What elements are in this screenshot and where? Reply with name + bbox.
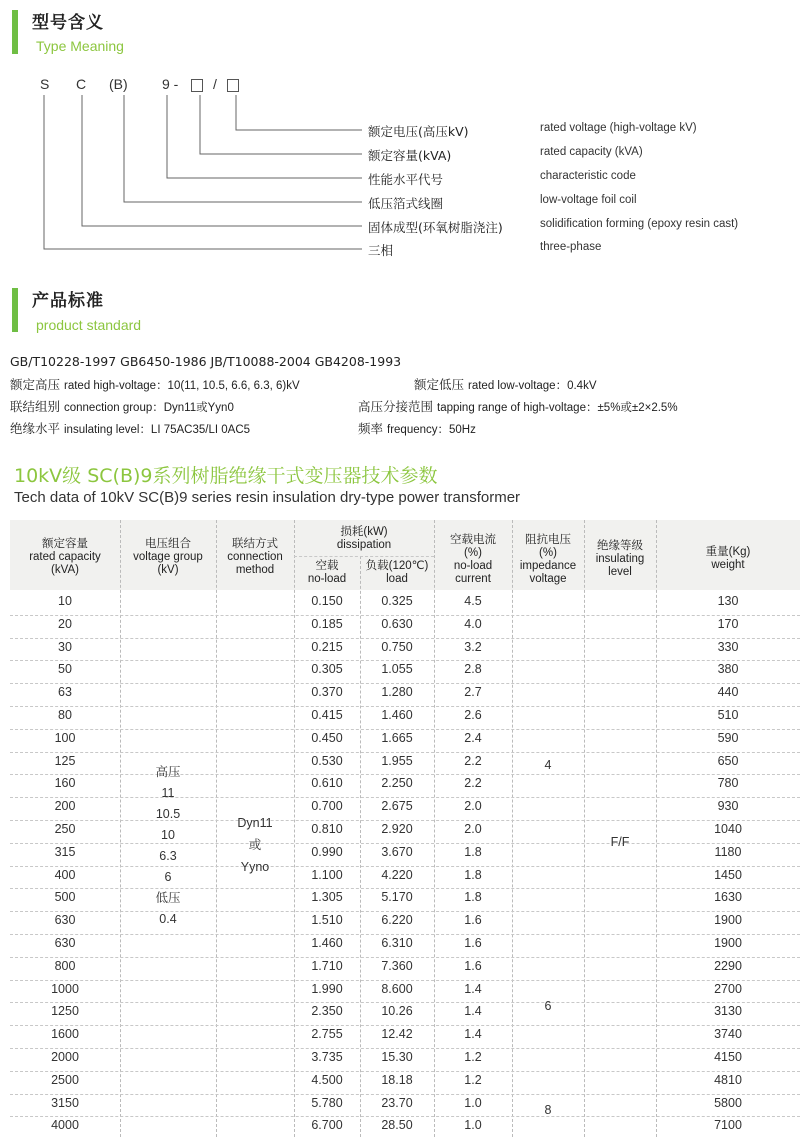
cell-no-load-loss: 6.700 bbox=[311, 1118, 343, 1133]
row-divider bbox=[10, 752, 800, 753]
cell-load-loss: 7.360 bbox=[381, 958, 413, 973]
cell-capacity: 30 bbox=[58, 639, 72, 654]
cell-capacity: 1250 bbox=[51, 1004, 79, 1019]
cell-no-load-current: 1.8 bbox=[464, 890, 482, 905]
row-divider bbox=[10, 638, 800, 639]
cell-weight: 930 bbox=[717, 799, 739, 814]
cell-weight: 780 bbox=[717, 776, 739, 791]
cell-capacity: 20 bbox=[58, 616, 72, 631]
row-divider bbox=[10, 683, 800, 684]
cell-weight: 440 bbox=[717, 685, 739, 700]
row-divider bbox=[10, 957, 800, 958]
cell-capacity: 315 bbox=[54, 844, 76, 859]
cell-no-load-loss: 0.305 bbox=[311, 662, 343, 677]
row-divider bbox=[10, 1002, 800, 1003]
legend-three-phase-en: three-phase bbox=[540, 241, 602, 253]
legend-solidification-cn: 固体成型(环氧树脂浇注) bbox=[368, 220, 503, 235]
product-standard-title-cn: 产品标准 bbox=[32, 291, 104, 311]
dissipation-subheader-divider bbox=[294, 556, 434, 557]
header-connection-method: 联结方式 connection method bbox=[227, 538, 283, 576]
cell-capacity: 4000 bbox=[51, 1118, 79, 1133]
cell-weight: 380 bbox=[717, 662, 739, 677]
frequency: 频率 frequency：50Hz bbox=[358, 421, 476, 436]
cell-capacity: 3150 bbox=[51, 1095, 79, 1110]
cell-load-loss: 2.250 bbox=[381, 776, 413, 791]
cell-no-load-loss: 0.450 bbox=[311, 730, 343, 745]
cell-weight: 510 bbox=[717, 708, 739, 722]
cell-no-load-loss: 0.700 bbox=[311, 799, 343, 814]
column-divider bbox=[512, 520, 513, 1137]
cell-no-load-current: 1.2 bbox=[464, 1072, 482, 1087]
cell-no-load-loss: 2.755 bbox=[311, 1027, 343, 1042]
cell-weight: 1180 bbox=[714, 844, 742, 859]
row-divider bbox=[10, 660, 800, 661]
table-title-cn: 10kV级 SC(B)9系列树脂绝缘干式变压器技术参数 bbox=[14, 465, 438, 487]
cell-no-load-current: 1.6 bbox=[464, 958, 482, 973]
cell-no-load-loss: 1.990 bbox=[311, 981, 343, 996]
connection-group: 联结组别 connection group：Dyn11或Yyn0 bbox=[10, 399, 234, 414]
cell-no-load-loss: 0.610 bbox=[311, 776, 343, 791]
row-divider bbox=[10, 1116, 800, 1117]
cell-load-loss: 1.280 bbox=[381, 685, 413, 700]
cell-capacity: 63 bbox=[58, 685, 72, 700]
row-divider bbox=[10, 706, 800, 707]
cell-no-load-current: 1.8 bbox=[464, 867, 482, 882]
cell-load-loss: 18.18 bbox=[381, 1072, 413, 1087]
row-divider bbox=[10, 1071, 800, 1072]
cell-no-load-loss: 1.460 bbox=[311, 936, 343, 950]
cell-capacity: 50 bbox=[58, 662, 72, 677]
cell-no-load-loss: 0.810 bbox=[311, 822, 343, 836]
cell-capacity: 100 bbox=[54, 730, 76, 745]
product-standard-title-en: product standard bbox=[36, 317, 142, 333]
cell-weight: 5800 bbox=[714, 1095, 742, 1110]
cell-weight: 330 bbox=[717, 639, 739, 654]
cell-no-load-loss: 1.710 bbox=[311, 958, 343, 973]
cell-weight: 3130 bbox=[714, 1004, 742, 1019]
type-meaning-title-cn: 型号含义 bbox=[32, 13, 104, 33]
legend-rated-voltage-cn: 额定电压(高压kV) bbox=[368, 124, 469, 139]
cell-load-loss: 2.675 bbox=[381, 799, 413, 814]
cell-load-loss: 10.26 bbox=[381, 1004, 413, 1019]
insulating-level-cell: F/F bbox=[610, 835, 630, 849]
insulating-level: 绝缘水平 insulating level：LI 75AC35/LI 0AC5 bbox=[10, 421, 251, 436]
cell-load-loss: 4.220 bbox=[381, 867, 413, 882]
cell-no-load-current: 1.2 bbox=[464, 1050, 482, 1064]
legend-characteristic-code-en: characteristic code bbox=[540, 170, 636, 182]
cell-no-load-loss: 5.780 bbox=[311, 1095, 343, 1110]
cell-capacity: 80 bbox=[58, 708, 72, 722]
cell-no-load-current: 1.0 bbox=[464, 1118, 482, 1133]
cell-capacity: 800 bbox=[54, 958, 76, 973]
cell-no-load-loss: 1.510 bbox=[311, 913, 343, 928]
tapping-range: 高压分接范围 tapping range of high-voltage：±5%或±2×2.5% bbox=[358, 399, 678, 414]
header-insulating-level: 绝缘等级 insulating level bbox=[595, 540, 645, 578]
cell-weight: 1630 bbox=[714, 890, 742, 905]
code-9: 9 - bbox=[162, 76, 179, 92]
cell-capacity: 125 bbox=[54, 753, 76, 768]
cell-capacity: 160 bbox=[54, 776, 76, 791]
legend-foil-coil-en: low-voltage foil coil bbox=[540, 194, 637, 206]
code-b: (B) bbox=[109, 76, 128, 92]
cell-load-loss: 12.42 bbox=[381, 1027, 413, 1042]
code-c: C bbox=[76, 76, 87, 92]
row-divider bbox=[10, 934, 800, 935]
cell-load-loss: 1.665 bbox=[381, 730, 413, 745]
cell-capacity: 2000 bbox=[51, 1050, 79, 1064]
cell-load-loss: 15.30 bbox=[381, 1050, 413, 1064]
cell-load-loss: 3.670 bbox=[381, 844, 413, 859]
cell-no-load-current: 2.0 bbox=[464, 822, 482, 836]
cell-weight: 1040 bbox=[714, 822, 742, 836]
cell-no-load-current: 4.0 bbox=[464, 616, 482, 631]
table-title-en: Tech data of 10kV SC(B)9 series resin insulation dry-type power transformer bbox=[14, 489, 521, 506]
cell-load-loss: 1.460 bbox=[381, 708, 413, 722]
cell-no-load-loss: 0.150 bbox=[311, 594, 343, 608]
cell-capacity: 2500 bbox=[51, 1072, 79, 1087]
row-divider bbox=[10, 1025, 800, 1026]
cell-no-load-current: 4.5 bbox=[464, 594, 482, 608]
cell-weight: 1900 bbox=[714, 913, 742, 928]
legend-rated-capacity-en: rated capacity (kVA) bbox=[540, 146, 643, 158]
cell-no-load-current: 2.4 bbox=[464, 730, 482, 745]
cell-no-load-loss: 0.215 bbox=[311, 639, 343, 654]
cell-capacity: 1600 bbox=[51, 1027, 79, 1042]
cell-weight: 130 bbox=[717, 594, 739, 608]
cell-weight: 650 bbox=[717, 753, 739, 768]
voltage-group-cell: 高压 11 10.5 10 6.3 6 低压 0.4 bbox=[155, 765, 181, 926]
cell-no-load-loss: 3.735 bbox=[311, 1050, 343, 1064]
cell-no-load-loss: 0.370 bbox=[311, 685, 343, 700]
cell-no-load-current: 1.4 bbox=[464, 981, 482, 996]
cell-load-loss: 6.310 bbox=[381, 936, 413, 950]
cell-no-load-current: 1.6 bbox=[464, 936, 482, 950]
cell-weight: 1900 bbox=[714, 936, 742, 950]
cell-capacity: 200 bbox=[54, 799, 76, 814]
cell-no-load-current: 1.4 bbox=[464, 1027, 482, 1042]
type-meaning-title-en: Type Meaning bbox=[36, 38, 124, 54]
cell-no-load-current: 3.2 bbox=[464, 639, 482, 654]
cell-no-load-current: 2.2 bbox=[464, 753, 482, 768]
cell-no-load-current: 1.0 bbox=[464, 1095, 482, 1110]
cell-no-load-loss: 2.350 bbox=[311, 1004, 343, 1019]
cell-capacity: 630 bbox=[54, 913, 76, 928]
code-s: S bbox=[40, 76, 50, 92]
cell-no-load-current: 2.6 bbox=[464, 708, 482, 722]
header-weight: 重量(Kg) weight bbox=[705, 546, 751, 571]
legend-rated-voltage-en: rated voltage (high-voltage kV) bbox=[540, 122, 697, 134]
row-divider bbox=[10, 1094, 800, 1095]
standards-codes: GB/T10228-1997 GB6450-1986 JB/T10088-2004 GB4208-1993 bbox=[10, 354, 402, 369]
header-no-load-current: 空载电流 (%) no-load current bbox=[450, 534, 496, 585]
cell-load-loss: 0.630 bbox=[381, 616, 413, 631]
cell-no-load-current: 2.8 bbox=[464, 662, 482, 677]
header-dissipation: 损耗(kW) dissipation bbox=[336, 526, 392, 551]
connection-method-cell: Dyn11 或 Yyno bbox=[237, 816, 273, 874]
cell-no-load-current: 1.6 bbox=[464, 913, 482, 928]
cell-weight: 170 bbox=[717, 616, 739, 631]
type-meaning-connector-lines bbox=[0, 0, 400, 260]
cell-weight: 590 bbox=[717, 730, 739, 745]
cell-capacity: 500 bbox=[54, 890, 76, 905]
cell-load-loss: 23.70 bbox=[381, 1095, 413, 1110]
cell-weight: 4150 bbox=[714, 1050, 742, 1064]
cell-load-loss: 1.055 bbox=[381, 662, 413, 677]
header-impedance-voltage: 阻抗电压 (%) impedance voltage bbox=[519, 534, 577, 585]
cell-no-load-loss: 0.530 bbox=[311, 753, 343, 768]
row-divider bbox=[10, 729, 800, 730]
cell-capacity: 10 bbox=[58, 594, 72, 608]
cell-no-load-loss: 1.100 bbox=[311, 867, 343, 882]
header-load-loss: 负载(120℃) load bbox=[365, 560, 429, 585]
cell-capacity: 630 bbox=[54, 936, 76, 950]
cell-weight: 4810 bbox=[714, 1072, 742, 1087]
cell-load-loss: 1.955 bbox=[381, 753, 413, 768]
row-divider bbox=[10, 980, 800, 981]
rated-high-voltage: 额定高压 rated high-voltage：10(11, 10.5, 6.6, 6.3, 6)kV bbox=[10, 377, 300, 392]
cell-weight: 2290 bbox=[714, 958, 742, 973]
cell-load-loss: 5.170 bbox=[381, 890, 413, 905]
cell-capacity: 400 bbox=[54, 867, 76, 882]
legend-foil-coil-cn: 低压箔式线圈 bbox=[368, 196, 444, 211]
cell-no-load-loss: 1.305 bbox=[311, 890, 343, 905]
cell-weight: 2700 bbox=[714, 981, 742, 996]
cell-no-load-loss: 0.415 bbox=[311, 708, 343, 722]
header-voltage-group: 电压组合 voltage group (kV) bbox=[133, 538, 203, 576]
row-divider bbox=[10, 615, 800, 616]
code-slash: / bbox=[213, 76, 217, 92]
impedance-4: 4 bbox=[544, 758, 552, 772]
cell-capacity: 250 bbox=[54, 822, 76, 836]
legend-three-phase-cn: 三相 bbox=[368, 243, 394, 258]
cell-weight: 3740 bbox=[714, 1027, 742, 1042]
cell-load-loss: 6.220 bbox=[381, 913, 413, 928]
section-accent-bar bbox=[12, 288, 18, 332]
cell-no-load-loss: 0.990 bbox=[311, 844, 343, 859]
cell-no-load-current: 2.7 bbox=[464, 685, 482, 700]
cell-no-load-current: 2.2 bbox=[464, 776, 482, 791]
cell-load-loss: 0.325 bbox=[381, 594, 413, 608]
legend-characteristic-code-cn: 性能水平代号 bbox=[368, 172, 444, 187]
cell-capacity: 1000 bbox=[51, 981, 79, 996]
cell-weight: 1450 bbox=[714, 867, 742, 882]
impedance-6: 6 bbox=[544, 999, 552, 1013]
cell-no-load-loss: 0.185 bbox=[311, 616, 343, 631]
column-divider bbox=[584, 520, 585, 1137]
cell-no-load-current: 2.0 bbox=[464, 799, 482, 814]
cell-load-loss: 0.750 bbox=[381, 639, 413, 654]
row-divider bbox=[10, 1048, 800, 1049]
cell-load-loss: 8.600 bbox=[381, 981, 413, 996]
legend-rated-capacity-cn: 额定容量(kVA) bbox=[368, 148, 452, 163]
impedance-8: 8 bbox=[544, 1103, 552, 1117]
cell-no-load-current: 1.4 bbox=[464, 1004, 482, 1019]
cell-no-load-current: 1.8 bbox=[464, 844, 482, 859]
rated-low-voltage: 额定低压 rated low-voltage：0.4kV bbox=[414, 377, 597, 392]
header-no-load-loss: 空载 no-load bbox=[307, 560, 347, 585]
legend-solidification-en: solidification forming (epoxy resin cast) bbox=[540, 218, 739, 230]
header-rated-capacity: 额定容量 rated capacity (kVA) bbox=[29, 538, 101, 576]
cell-load-loss: 2.920 bbox=[381, 822, 413, 836]
cell-load-loss: 28.50 bbox=[381, 1118, 413, 1133]
cell-no-load-loss: 4.500 bbox=[311, 1072, 343, 1087]
cell-weight: 7100 bbox=[714, 1118, 742, 1133]
